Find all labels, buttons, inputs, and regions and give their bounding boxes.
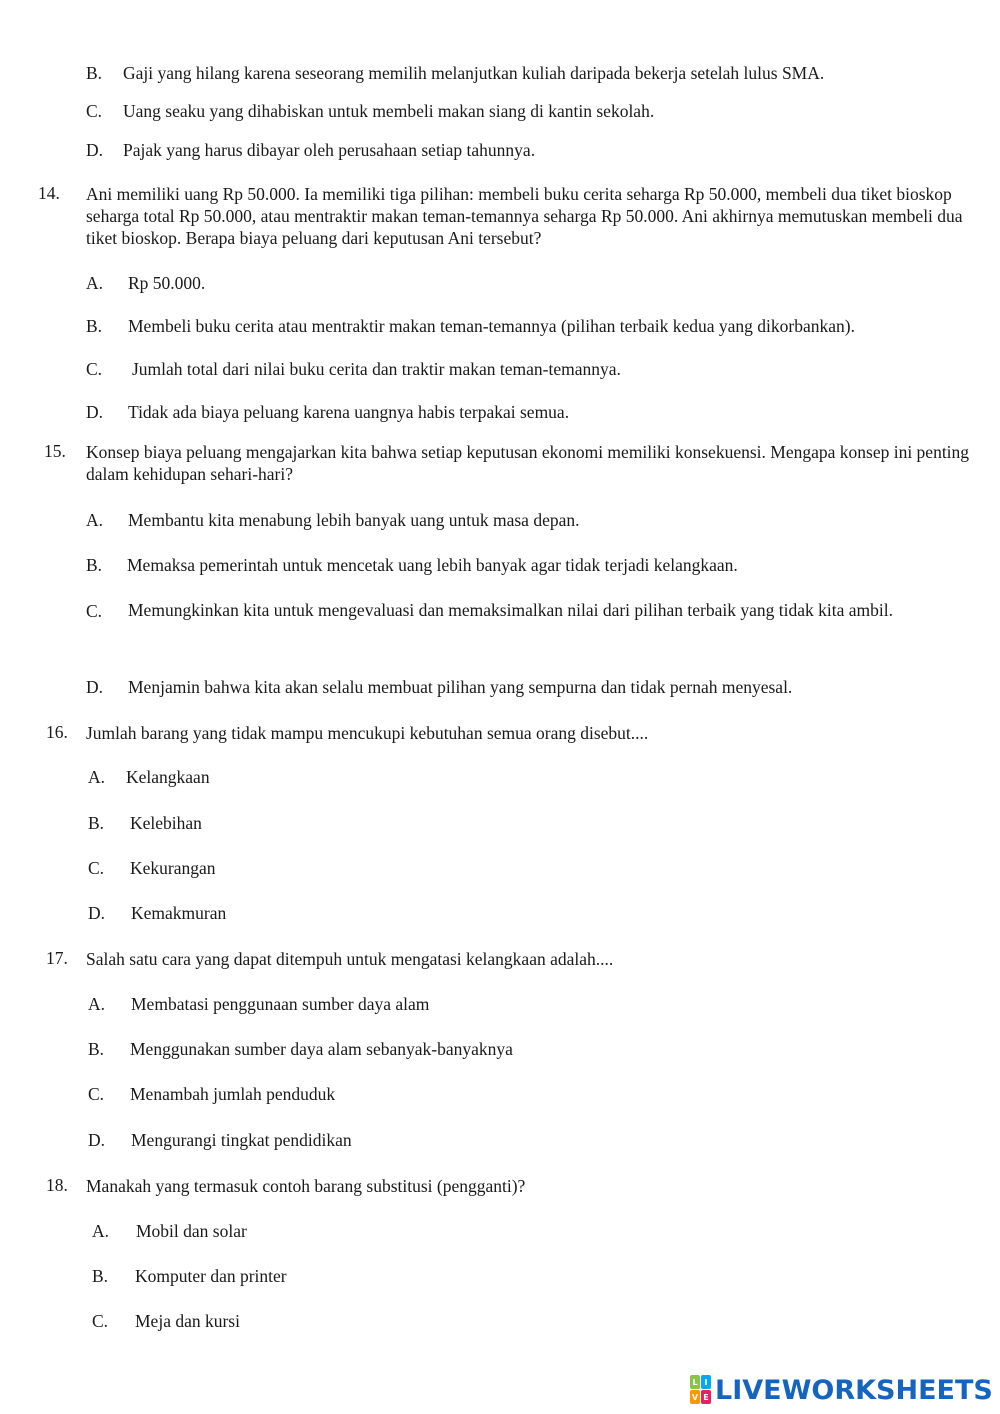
question-number: 18. xyxy=(46,1175,68,1195)
option-text: Kemakmuran xyxy=(131,903,227,923)
question-text: Ani memiliki uang Rp 50.000. Ia memiliki tiga pilihan: membeli buku cerita seharga Rp 50.000, membeli dua tiket bioskop seharga total Rp 50.000, atau mentraktir makan teman-temannya seharga Rp 50.000. Ani akhirnya memutuskan membeli dua tiket bioskop. Berapa biaya peluang dari keputusan Ani tersebut? xyxy=(86,184,963,248)
liveworksheets-logo-icon xyxy=(690,1375,712,1405)
option-letter: D. xyxy=(86,140,104,160)
option-text: Gaji yang hilang karena seseorang memilih melanjutkan kuliah daripada bekerja setelah lulus SMA. xyxy=(123,63,825,83)
option-text: Menambah jumlah penduduk xyxy=(130,1084,336,1104)
option-letter: A. xyxy=(92,1221,110,1241)
option-text: Meja dan kursi xyxy=(135,1311,240,1331)
option-letter: C. xyxy=(86,101,103,121)
liveworksheets-logo xyxy=(690,1373,993,1407)
option-text: Jumlah total dari nilai buku cerita dan traktir makan teman-temannya. xyxy=(132,359,621,379)
option-text: Mengurangi tingkat pendidikan xyxy=(131,1130,352,1150)
option-letter: A. xyxy=(88,994,106,1014)
option-letter: B. xyxy=(92,1266,109,1286)
option-letter: B. xyxy=(86,316,103,336)
option-letter: D. xyxy=(86,402,104,422)
question-text: Jumlah barang yang tidak mampu mencukupi kebutuhan semua orang disebut.... xyxy=(86,723,649,743)
option-text: Kelebihan xyxy=(130,813,202,833)
option-text: Tidak ada biaya peluang karena uangnya habis terpakai semua. xyxy=(128,402,570,422)
logo-tile: V xyxy=(690,1390,700,1404)
option-letter: C. xyxy=(86,601,103,621)
option-letter: B. xyxy=(86,555,103,575)
question-number: 15. xyxy=(44,441,66,461)
option-text: Uang seaku yang dihabiskan untuk membeli makan siang di kantin sekolah. xyxy=(123,101,655,121)
option-letter: A. xyxy=(86,273,104,293)
option-text: Kelangkaan xyxy=(126,767,210,787)
question-number: 17. xyxy=(46,948,68,968)
option-text: Pajak yang harus dibayar oleh perusahaan setiap tahunnya. xyxy=(123,140,536,160)
option-text: Kekurangan xyxy=(130,858,216,878)
option-letter: B. xyxy=(88,813,105,833)
logo-tile: L xyxy=(690,1375,700,1389)
logo-tile: E xyxy=(701,1390,711,1404)
option-letter: C. xyxy=(88,1084,105,1104)
option-text: Memungkinkan kita untuk mengevaluasi dan memaksimalkan nilai dari pilihan terbaik yang tidak kita ambil. xyxy=(128,600,893,620)
option-letter: D. xyxy=(86,677,104,697)
question-text: Salah satu cara yang dapat ditempuh untuk mengatasi kelangkaan adalah.... xyxy=(86,949,614,969)
option-letter: A. xyxy=(86,510,104,530)
option-text: Komputer dan printer xyxy=(135,1266,287,1286)
option-letter: C. xyxy=(86,359,103,379)
question-text: Konsep biaya peluang mengajarkan kita bahwa setiap keputusan ekonomi memiliki konsekuensi. Mengapa konsep ini penting dalam kehidupan sehari-hari? xyxy=(86,442,970,484)
option-text: Membeli buku cerita atau mentraktir makan teman-temannya (pilihan terbaik kedua yang dikorbankan). xyxy=(128,316,855,336)
option-letter: D. xyxy=(88,1130,106,1150)
option-letter: D. xyxy=(88,903,106,923)
option-text: Rp 50.000. xyxy=(128,273,206,293)
option-letter: C. xyxy=(92,1311,109,1331)
logo-text: LIVEWORKSHEETS xyxy=(715,1374,993,1406)
option-letter: A. xyxy=(88,767,106,787)
question-text: Manakah yang termasuk contoh barang substitusi (pengganti)? xyxy=(86,1176,526,1196)
option-text: Mobil dan solar xyxy=(136,1221,247,1241)
option-letter: B. xyxy=(88,1039,105,1059)
logo-tile: I xyxy=(701,1375,711,1389)
option-text: Menggunakan sumber daya alam sebanyak-banyaknya xyxy=(130,1039,513,1059)
question-number: 14. xyxy=(38,183,60,203)
option-letter: C. xyxy=(88,858,105,878)
option-text: Membantu kita menabung lebih banyak uang untuk masa depan. xyxy=(128,510,580,530)
option-letter: B. xyxy=(86,63,103,83)
option-text: Menjamin bahwa kita akan selalu membuat pilihan yang sempurna dan tidak pernah menyesal. xyxy=(128,677,793,697)
option-text: Memaksa pemerintah untuk mencetak uang lebih banyak agar tidak terjadi kelangkaan. xyxy=(127,555,738,575)
option-text: Membatasi penggunaan sumber daya alam xyxy=(131,994,430,1014)
question-number: 16. xyxy=(46,722,68,742)
